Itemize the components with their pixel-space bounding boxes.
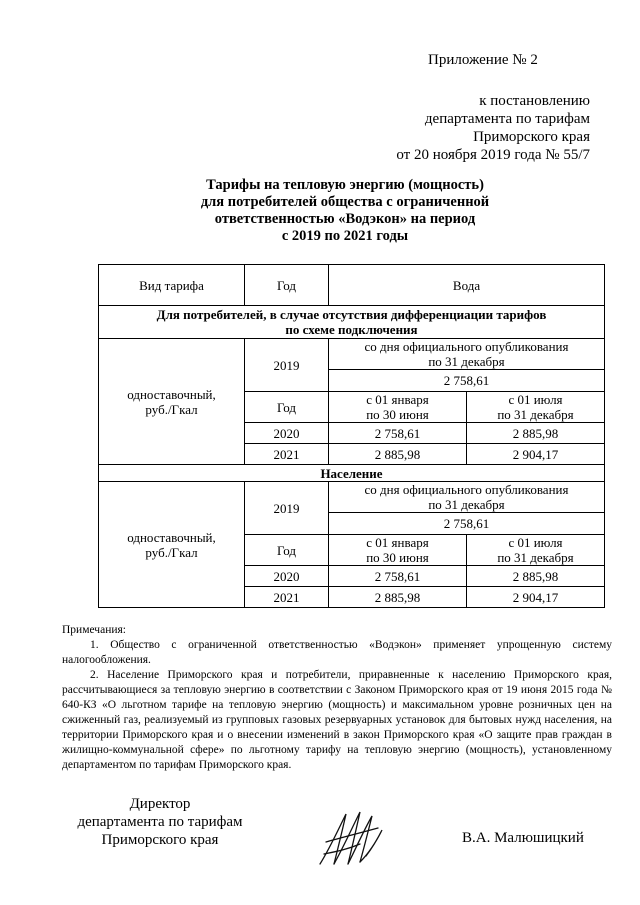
- tariff-table: [98, 264, 605, 608]
- director-title: [70, 795, 250, 849]
- year-cell: 2019: [245, 482, 329, 535]
- price-cell: 2 904,17: [467, 587, 605, 608]
- reference-line: Приморского края: [473, 129, 590, 145]
- year-cell: 2021: [245, 444, 329, 465]
- section-heading-row: [99, 465, 605, 482]
- document-title: [160, 177, 530, 245]
- period-line: с 01 июля: [508, 535, 563, 550]
- section-heading-line: по схеме подключения: [285, 322, 418, 337]
- period-line: с 01 января: [366, 392, 429, 407]
- title-line: с 2019 по 2021 годы: [281, 228, 409, 244]
- title-line: для потребителей общества с ограниченной: [200, 194, 490, 210]
- section-heading-line: Для потребителей, в случае отсутствия дифференциации тарифов: [156, 307, 547, 322]
- price-cell: 2 758,61: [329, 566, 467, 587]
- price-cell: 2 904,17: [467, 444, 605, 465]
- period-cell: [467, 392, 605, 423]
- period-cell: [329, 482, 605, 513]
- table-row: [99, 482, 605, 513]
- period-cell: [329, 339, 605, 370]
- note-item: 2. Население Приморского края и потребители, приравненные к населению Приморского края, рассчитывающиеся за тепловую энергию в соответствии с Законом Приморского края от 19 июня 2015 года № 640-КЗ «О льготном тарифе на тепловую энергию (мощность) и максимальном уровне розничных цен на сжиженный газ, реализуемый из групповых газовых резервуарных установок для бытовых нужд населения, на территории Приморского края и о внесении изменений в закон Приморского края «О защите прав граждан в жилищно-коммунальной сфере» по льготному тарифу на тепловую энергию (мощность), установленному департаментом по тарифам Приморского края.: [62, 669, 612, 771]
- signer-name: В.А. Малюшицкий: [462, 830, 584, 846]
- tariff-type-line: руб./Гкал: [145, 544, 198, 560]
- price-cell: 2 885,98: [467, 423, 605, 444]
- year-cell: 2020: [245, 423, 329, 444]
- price-cell: 2 758,61: [329, 423, 467, 444]
- reference-line: к постановлению: [479, 93, 590, 109]
- tariff-type-line: одноставочный,: [127, 386, 216, 402]
- period-line: с 01 июля: [508, 392, 563, 407]
- price-cell: 2 758,61: [329, 370, 605, 392]
- year-cell: 2020: [245, 566, 329, 587]
- period-cell: [329, 392, 467, 423]
- tariff-type-cell: [99, 482, 245, 608]
- reference-line: от 20 ноября 2019 года № 55/7: [396, 147, 590, 163]
- period-line: с 01 января: [366, 535, 429, 550]
- period-cell: [329, 535, 467, 566]
- year-cell: 2021: [245, 587, 329, 608]
- period-line: по 31 декабря: [497, 407, 574, 422]
- period-line: со дня официального опубликования: [364, 482, 569, 497]
- period-line: по 31 декабря: [428, 354, 505, 369]
- director-line: Директор: [129, 796, 191, 812]
- price-cell: 2 885,98: [329, 587, 467, 608]
- price-cell: 2 885,98: [467, 566, 605, 587]
- period-line: со дня официального опубликования: [364, 339, 569, 354]
- notes-heading: Примечания:: [62, 624, 126, 636]
- section-heading: Население: [99, 465, 605, 482]
- header-year: Год: [245, 265, 329, 306]
- director-line: департамента по тарифам: [77, 814, 243, 830]
- period-cell: [467, 535, 605, 566]
- period-line: по 30 июня: [366, 550, 429, 565]
- section-heading: [99, 306, 605, 339]
- header-water: Вода: [329, 265, 605, 306]
- title-line: ответственностью «Водэкон» на период: [214, 211, 476, 227]
- year-cell: 2019: [245, 339, 329, 392]
- price-cell: 2 758,61: [329, 513, 605, 535]
- price-cell: 2 885,98: [329, 444, 467, 465]
- title-line: Тарифы на тепловую энергию (мощность): [206, 177, 484, 193]
- tariff-type-line: руб./Гкал: [145, 401, 198, 417]
- table-header-row: [99, 265, 605, 306]
- year-label-cell: Год: [245, 392, 329, 423]
- section-heading-row: [99, 306, 605, 339]
- year-label-cell: Год: [245, 535, 329, 566]
- appendix-number: Приложение № 2: [428, 52, 538, 68]
- header-tariff-type: Вид тарифа: [99, 265, 245, 306]
- table-row: [99, 339, 605, 370]
- period-line: по 30 июня: [366, 407, 429, 422]
- reference-line: департамента по тарифам: [424, 111, 590, 127]
- notes-section: [62, 623, 612, 773]
- tariff-type-cell: [99, 339, 245, 465]
- tariff-type-line: одноставочный,: [127, 529, 216, 545]
- director-line: Приморского края: [101, 832, 219, 848]
- period-line: по 31 декабря: [428, 497, 505, 512]
- resolution-reference: [380, 92, 590, 164]
- note-item: 1. Общество с ограниченной ответственностью «Водэкон» применяет упрощенную систему налогообложения.: [62, 639, 612, 666]
- period-line: по 31 декабря: [497, 550, 574, 565]
- handwritten-signature: [316, 808, 386, 870]
